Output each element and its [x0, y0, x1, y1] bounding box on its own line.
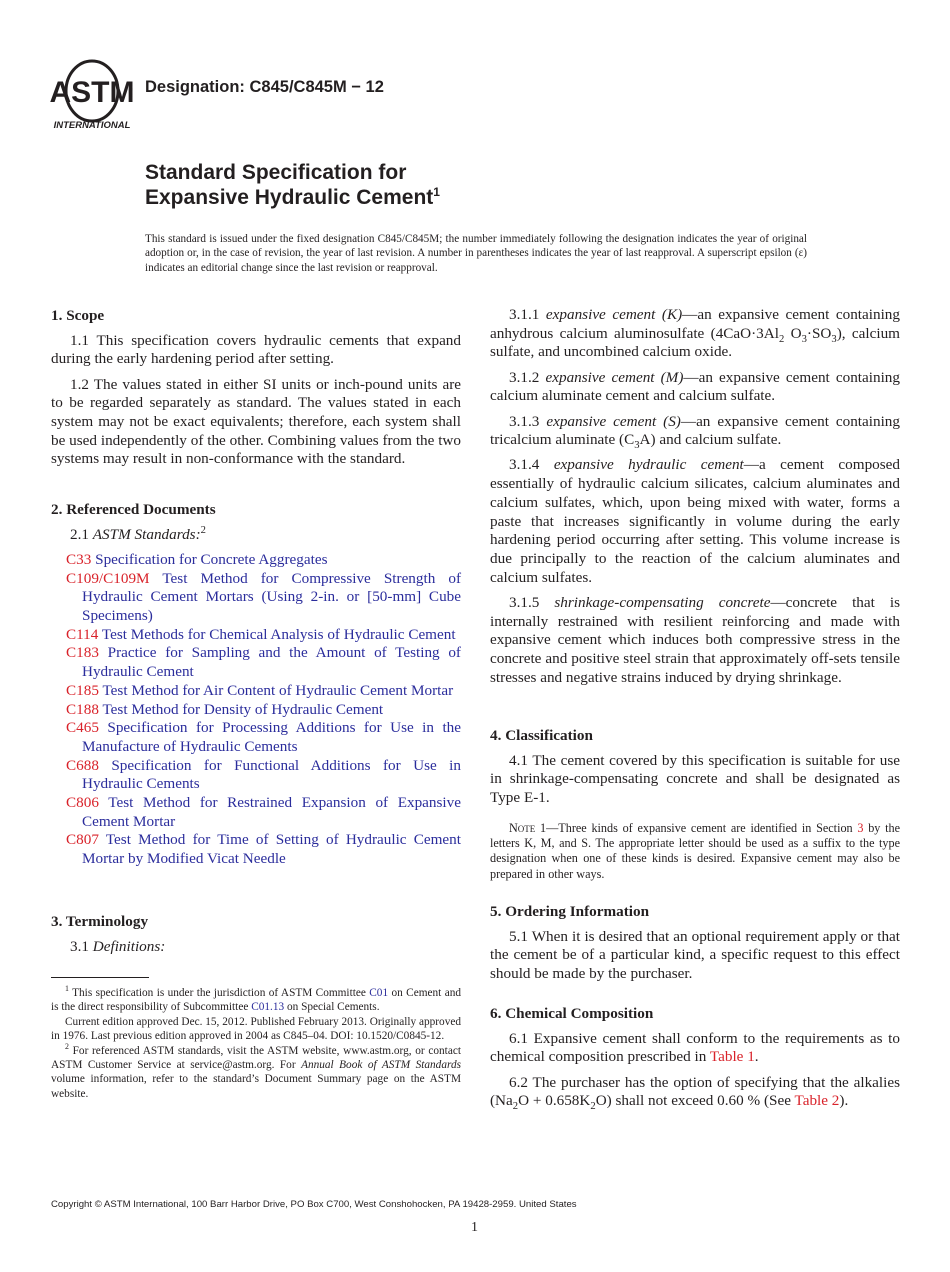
text-run: 1—Three kinds of expansive cement are identified in Section: [535, 820, 858, 835]
reference-item: [51, 831, 461, 868]
section-heading: 3. Terminology: [51, 913, 149, 930]
text-run: ·SO: [806, 324, 832, 342]
text-run: ASTM Standards:: [92, 525, 201, 543]
reference-code-link[interactable]: C807: [66, 831, 99, 849]
text-run: 2: [590, 1101, 596, 1113]
cross-reference-link[interactable]: 2: [65, 1041, 69, 1051]
reference-item: [51, 551, 461, 570]
text-run: 3.1: [70, 937, 93, 955]
reference-title-link[interactable]: Test Method for Restrained Expansion of Expansive Cement Mortar: [82, 794, 461, 830]
cross-reference-link[interactable]: C01: [369, 987, 389, 999]
text-run: Current edition approved Dec. 15, 2012. Published February 2013. Originally approved in 1976. Last previous edition approved in 2004 as C845–04. DOI: 10.1520/C0845-12.: [51, 1015, 461, 1043]
text-run: expansive cement (S): [546, 412, 681, 430]
paragraph: [51, 332, 461, 369]
text-run: O) shall not exceed 0.60 % (See: [595, 1092, 795, 1110]
text-run: —a cement composed essentially of hydraulic calcium silicates, calcium aluminates and calcium sulfates, which, upon being mixed with water, forms a paste that increases significantly in volume during the early hardening period occurring after setting. This volume increase is due principally to the reaction of the calcium aluminates and calcium sulfates.: [490, 456, 901, 586]
page-number: 1: [471, 1220, 478, 1235]
text-run: on Cement and is the direct responsibility of Subcommittee: [51, 987, 462, 1014]
text-run: expansive hydraulic cement: [553, 456, 744, 474]
reference-item: [51, 626, 461, 645]
paragraph: [51, 1015, 461, 1044]
reference-code-link[interactable]: C806: [66, 794, 99, 812]
section-heading: 2. Referenced Documents: [51, 501, 216, 518]
text-run: 3: [634, 440, 640, 452]
section-ordering-information: [490, 903, 900, 990]
text-run: 3: [831, 333, 837, 345]
text-run: —an expansive cement containing calcium aluminate cement and calcium sulfate.: [490, 368, 900, 405]
text-run: 3.1.4: [509, 456, 554, 474]
cross-reference-link[interactable]: Table 2: [794, 1092, 840, 1110]
text-run: 6.1 Expansive cement shall conform to the requirements as to chemical composition prescribed in: [490, 1029, 900, 1066]
text-run: —concrete that is internally restrained with resilient reinforcing and made with expansive cement which induces both compressive stress in the concrete and positive steel strain that approximately off-sets tensile stresses and negative strains induced by drying shrinkage.: [490, 593, 900, 686]
reference-title-link[interactable]: Specification for Processing Additions for Use in the Manufacture of Hydraulic Cements: [82, 719, 462, 755]
section-heading: 5. Ordering Information: [490, 903, 650, 920]
designation: Designation: C845/C845M − 12: [145, 78, 384, 96]
text-run: A) and calcium sulfate.: [639, 431, 782, 449]
reference-item: [51, 701, 461, 720]
text-run: 6.2 The purchaser has the option of specifying that the alkalies (Na: [490, 1073, 900, 1110]
reference-item: [51, 570, 461, 626]
paragraph: [51, 1041, 461, 1102]
paragraph: [490, 928, 900, 984]
footnote-divider: [51, 977, 149, 978]
title-footnote-ref[interactable]: 1: [433, 185, 440, 199]
reference-item: [51, 794, 461, 831]
section-referenced-documents: [51, 501, 461, 869]
text-run: This specification is under the jurisdiction of ASTM Committee: [68, 987, 370, 999]
section-heading: 4. Classification: [490, 727, 593, 744]
note-1: [490, 821, 900, 882]
reference-title-link[interactable]: Test Method for Air Content of Hydraulic Cement Mortar: [102, 681, 454, 699]
text-run: 2.1: [70, 525, 93, 543]
text-run: —an expansive cement containing tricalcium aluminate (C: [490, 412, 900, 449]
title-line-1: Standard Specification for: [145, 161, 407, 184]
reference-code-link[interactable]: C109/C109M: [66, 569, 150, 587]
reference-code-link[interactable]: C33: [66, 550, 92, 568]
text-run: 2: [778, 333, 785, 345]
section-definitions: [490, 306, 900, 694]
reference-item: [51, 757, 461, 794]
text-run: Definitions:: [92, 937, 166, 955]
section-classification: [490, 727, 900, 889]
text-run: by the letters K, M, and S. The appropriate letter should be used as a suffix to the type designation when one of these kinds is desired. Expansive cement may also be prepared in other ways.: [490, 820, 901, 881]
astm-logo: [50, 58, 134, 132]
copyright-notice: Copyright © ASTM International, 100 Barr Harbor Drive, PO Box C700, West Conshohocken, PA 19428-2959. United States: [51, 1199, 577, 1210]
intro-notice: This standard is issued under the fixed designation C845/C845M; the number immediately following the designation indicates the year of original adoption or, in the case of revision, the year of last revision. A number in parentheses indicates the year of last reapproval. A superscript epsilon (ε) indicates an editorial change since the last revision or reapproval.: [145, 233, 807, 274]
text-run: expansive cement (M): [545, 368, 684, 386]
text-run: .: [754, 1048, 759, 1066]
reference-item: [51, 682, 461, 701]
reference-list: [51, 551, 461, 869]
reference-code-link[interactable]: C688: [66, 756, 99, 774]
cross-reference-link[interactable]: Table 1: [709, 1048, 755, 1066]
footnotes: [51, 986, 461, 1101]
paragraph: [490, 1030, 900, 1067]
section-heading: 1. Scope: [51, 307, 105, 324]
reference-code-link[interactable]: C114: [66, 625, 99, 643]
text-run: 3.1.3: [509, 412, 547, 430]
paragraph: [51, 376, 461, 470]
cross-reference-link[interactable]: 3: [857, 820, 864, 835]
paragraph: [490, 594, 900, 688]
svg-text:ASTM: ASTM: [50, 76, 134, 109]
text-run: 1.1 This specification covers hydraulic cements that expand during the early hardening period after setting.: [51, 331, 461, 368]
reference-title-link[interactable]: Test Method for Time of Setting of Hydraulic Cement Mortar by Modified Vicat Needle: [82, 831, 461, 868]
reference-item: [51, 644, 461, 681]
paragraph: [490, 369, 900, 406]
text-run: 1.2 The values stated in either SI units or inch-pound units are to be regarded separately as standard. The values stated in each system may not be exact equivalents; therefore, each system shall be used independently of the other. Combining values from the two systems may result in non-conformance with the standard.: [51, 375, 461, 468]
text-run: O: [784, 324, 802, 342]
text-run: 3.1.2: [509, 368, 546, 386]
text-run: 5.1 When it is desired that an optional requirement apply or that the cement be of a particular kind, a specific request to this effect should be made by the purchaser.: [490, 927, 900, 983]
reference-title-link[interactable]: Practice for Sampling and the Amount of Testing of Hydraulic Cement: [82, 644, 461, 681]
text-run: ).: [839, 1092, 849, 1110]
text-run: 3.1.1: [509, 306, 546, 323]
paragraph: [490, 413, 900, 450]
paragraph: [51, 986, 461, 1015]
reference-title-link[interactable]: Specification for Concrete Aggregates: [95, 550, 328, 568]
text-run: Annual Book of ASTM Standards: [301, 1059, 461, 1072]
text-run: on Special Cements.: [284, 1001, 380, 1014]
section-scope: [51, 307, 461, 476]
paragraph: [51, 526, 461, 545]
section-chemical-composition: [490, 1005, 900, 1118]
section-terminology: [51, 913, 461, 963]
svg-text:INTERNATIONAL: INTERNATIONAL: [53, 120, 131, 131]
reference-item: [51, 719, 461, 756]
text-run: ), calcium sulfate, and uncombined calcium oxide.: [490, 324, 900, 361]
paragraph: [490, 1074, 900, 1111]
text-run: shrinkage-compensating concrete: [554, 593, 771, 611]
text-run: 3: [801, 333, 807, 345]
cross-reference-link[interactable]: 1: [65, 984, 69, 994]
reference-code-link[interactable]: C185: [66, 681, 99, 699]
text-run: Note: [509, 820, 536, 835]
text-run: 3.1.5: [509, 593, 555, 611]
reference-title-link[interactable]: Specification for Functional Additions for Use in Hydraulic Cements: [82, 756, 461, 793]
reference-code-link[interactable]: C183: [66, 644, 99, 662]
paragraph: [490, 456, 900, 587]
reference-code-link[interactable]: C465: [66, 719, 99, 737]
text-run: 2: [512, 1101, 519, 1113]
text-run: —an expansive cement containing anhydrous calcium aluminosulfate (4CaO·3Al: [490, 306, 900, 342]
text-run: expansive cement (K): [545, 306, 683, 323]
cross-reference-link[interactable]: 2: [200, 524, 206, 536]
text-run: O + 0.658K: [518, 1092, 591, 1110]
title-line-2: Expansive Hydraulic Cement: [145, 186, 434, 209]
paragraph: [51, 938, 461, 957]
reference-code-link[interactable]: C188: [66, 700, 99, 718]
reference-title-link[interactable]: Test Methods for Chemical Analysis of Hydraulic Cement: [101, 625, 456, 643]
document-title: [145, 160, 440, 210]
reference-title-link[interactable]: Test Method for Compressive Strength of Hydraulic Cement Mortars (Using 2-in. or [50-mm] Cube Specimens): [82, 569, 461, 625]
text-run: For referenced ASTM standards, visit the ASTM website, www.astm.org, or contact ASTM Customer Service at service@astm.org. For: [51, 1044, 461, 1072]
cross-reference-link[interactable]: C01.13: [251, 1001, 285, 1014]
section-heading: 6. Chemical Composition: [490, 1005, 654, 1022]
paragraph: [490, 752, 900, 808]
text-run: 4.1 The cement covered by this specification is suitable for use in shrinkage-compensating concrete and shall be designated as Type E-1.: [490, 751, 900, 807]
reference-title-link[interactable]: Test Method for Density of Hydraulic Cement: [102, 700, 384, 718]
paragraph: [490, 306, 900, 362]
text-run: volume information, refer to the standard’s Document Summary page on the ASTM website.: [51, 1073, 461, 1100]
